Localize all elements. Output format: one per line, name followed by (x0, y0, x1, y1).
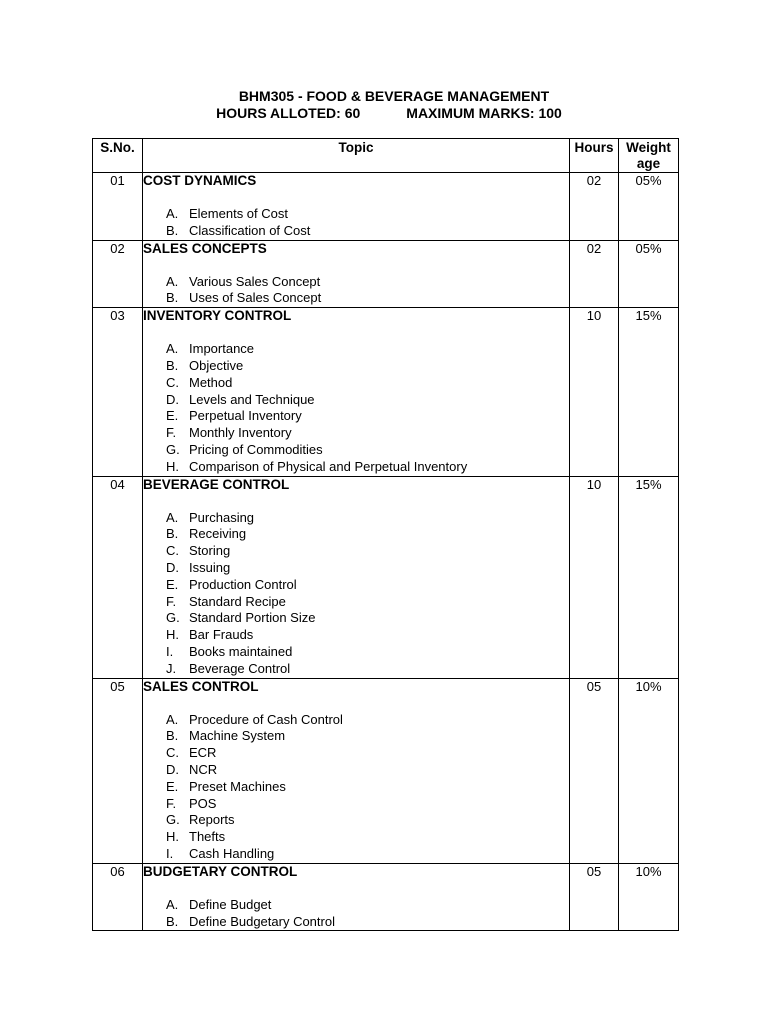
table-row (93, 240, 679, 308)
section-title: BUDGETARY CONTROL (143, 863, 298, 879)
list-item (166, 560, 569, 577)
item-letter: G. (166, 441, 180, 457)
subtopic-list (143, 510, 569, 678)
section-title: COST DYNAMICS (143, 173, 257, 188)
item-text: Define Budgetary Control (189, 913, 335, 929)
list-item (166, 712, 569, 729)
section-title: BEVERAGE CONTROL (143, 476, 290, 492)
row-hours: 10 (570, 308, 619, 476)
list-item (166, 762, 569, 779)
item-text: Importance (189, 341, 255, 357)
item-letter: A. (166, 509, 179, 525)
subtopic-list (143, 274, 569, 308)
item-letter: B. (166, 290, 179, 306)
item-text: Standard Portion Size (189, 610, 316, 626)
list-item (166, 408, 569, 425)
row-weightage: 15% (619, 308, 679, 476)
item-text: Uses of Sales Concept (189, 290, 322, 306)
item-letter: I. (166, 643, 174, 659)
table-body (93, 173, 679, 931)
list-item (166, 577, 569, 594)
item-text: POS (189, 795, 217, 811)
item-text: Elements of Cost (189, 206, 288, 221)
item-letter: A. (166, 206, 179, 221)
item-text: Define Budget (189, 896, 272, 912)
item-text: ECR (189, 745, 217, 761)
list-item (166, 594, 569, 611)
list-item (166, 425, 569, 442)
item-text: Bar Frauds (189, 627, 254, 643)
item-letter: A. (166, 273, 179, 289)
item-letter: G. (166, 610, 180, 626)
item-letter: D. (166, 559, 179, 575)
list-item (166, 341, 569, 358)
row-sno: 06 (93, 863, 143, 931)
item-text: Standard Recipe (189, 593, 286, 609)
row-hours: 10 (570, 476, 619, 678)
row-sno: 01 (93, 173, 143, 241)
column-header-hours: Hours (570, 139, 619, 173)
item-letter: H. (166, 627, 179, 643)
item-text: Various Sales Concept (189, 273, 321, 289)
item-letter: J. (166, 660, 177, 676)
list-item (166, 442, 569, 459)
list-item (166, 796, 569, 813)
item-text: Objective (189, 357, 244, 373)
item-letter: C. (166, 543, 179, 559)
item-text: Thefts (189, 829, 226, 845)
section-title: SALES CONCEPTS (143, 240, 267, 256)
hours-allotted: HOURS ALLOTED: 60 (216, 105, 361, 121)
list-item (166, 829, 569, 846)
row-hours: 02 (570, 240, 619, 308)
item-text: Pricing of Commodities (189, 441, 323, 457)
list-item (166, 644, 569, 661)
row-topic (143, 678, 570, 863)
item-text: Cash Handling (189, 845, 275, 861)
list-item (166, 779, 569, 796)
item-letter: B. (166, 222, 179, 238)
row-weightage: 15% (619, 476, 679, 678)
row-hours: 02 (570, 173, 619, 241)
column-header-weightage: Weight age (619, 139, 679, 173)
list-item (166, 459, 569, 476)
item-text: Classification of Cost (189, 222, 311, 238)
item-letter: I. (166, 845, 174, 861)
item-text: Receiving (189, 526, 247, 542)
item-letter: G. (166, 812, 180, 828)
row-topic (143, 173, 570, 241)
list-item (166, 846, 569, 863)
table-row (93, 308, 679, 476)
item-text: Levels and Technique (189, 391, 315, 407)
row-weightage: 10% (619, 678, 679, 863)
item-letter: F. (166, 425, 177, 441)
item-letter: A. (166, 711, 179, 727)
list-item (166, 223, 569, 240)
subtopic-list (143, 712, 569, 863)
item-letter: F. (166, 795, 177, 811)
item-text: Reports (189, 812, 235, 828)
list-item (166, 290, 569, 307)
list-item (166, 661, 569, 678)
list-item (166, 274, 569, 291)
item-text: Preset Machines (189, 778, 286, 794)
item-letter: E. (166, 576, 179, 592)
row-topic (143, 863, 570, 931)
item-text: Machine System (189, 728, 286, 744)
section-title: SALES CONTROL (143, 678, 259, 694)
list-item (166, 812, 569, 829)
document-title: BHM305 - FOOD & BEVERAGE MANAGEMENT (238, 88, 550, 104)
item-text: Storing (189, 543, 231, 559)
syllabus-table (92, 138, 679, 931)
row-hours: 05 (570, 678, 619, 863)
item-text: NCR (189, 761, 218, 777)
item-letter: C. (166, 745, 179, 761)
item-letter: B. (166, 913, 179, 929)
item-letter: E. (166, 778, 179, 794)
list-item (166, 206, 569, 223)
item-letter: A. (166, 341, 179, 357)
list-item (166, 745, 569, 762)
item-text: Issuing (189, 559, 231, 575)
item-letter: F. (166, 593, 177, 609)
row-sno: 02 (93, 240, 143, 308)
row-weightage: 05% (619, 240, 679, 308)
item-letter: B. (166, 526, 179, 542)
maximum-marks: MAXIMUM MARKS: 100 (406, 105, 562, 121)
item-text: Perpetual Inventory (189, 408, 302, 424)
item-text: Comparison of Physical and Perpetual Inventory (189, 458, 468, 474)
column-header-sno: S.No. (93, 139, 143, 173)
course-meta (5, 104, 768, 122)
list-item (166, 510, 569, 527)
item-letter: B. (166, 357, 179, 373)
subtopic-list (143, 206, 569, 240)
item-text: Method (189, 374, 233, 390)
section-title: INVENTORY CONTROL (143, 308, 292, 324)
subtopic-list (143, 897, 569, 931)
list-item (166, 543, 569, 560)
table-row (93, 678, 679, 863)
list-item (166, 914, 569, 931)
table-header-row (93, 139, 679, 173)
item-text: Books maintained (189, 643, 293, 659)
item-text: Production Control (189, 576, 297, 592)
item-text: Procedure of Cash Control (189, 711, 343, 727)
table-row (93, 173, 679, 241)
item-letter: H. (166, 458, 179, 474)
table-row (93, 476, 679, 678)
row-topic (143, 308, 570, 476)
list-item (166, 526, 569, 543)
table-row (93, 863, 679, 931)
row-weightage: 05% (619, 173, 679, 241)
subtopic-list (143, 341, 569, 475)
item-letter: D. (166, 391, 179, 407)
item-text: Beverage Control (189, 660, 291, 676)
item-text: Purchasing (189, 509, 255, 525)
row-hours: 05 (570, 863, 619, 931)
list-item (166, 375, 569, 392)
item-letter: C. (166, 374, 179, 390)
row-sno: 05 (93, 678, 143, 863)
item-text: Monthly Inventory (189, 425, 292, 441)
item-letter: D. (166, 761, 179, 777)
row-topic (143, 240, 570, 308)
item-letter: B. (166, 728, 179, 744)
row-sno: 04 (93, 476, 143, 678)
row-sno: 03 (93, 308, 143, 476)
list-item (166, 610, 569, 627)
item-letter: E. (166, 408, 179, 424)
list-item (166, 627, 569, 644)
list-item (166, 392, 569, 409)
row-topic (143, 476, 570, 678)
list-item (166, 897, 569, 914)
list-item (166, 728, 569, 745)
item-letter: A. (166, 896, 179, 912)
list-item (166, 358, 569, 375)
row-weightage: 10% (619, 863, 679, 931)
column-header-topic: Topic (143, 139, 570, 173)
item-letter: H. (166, 829, 179, 845)
